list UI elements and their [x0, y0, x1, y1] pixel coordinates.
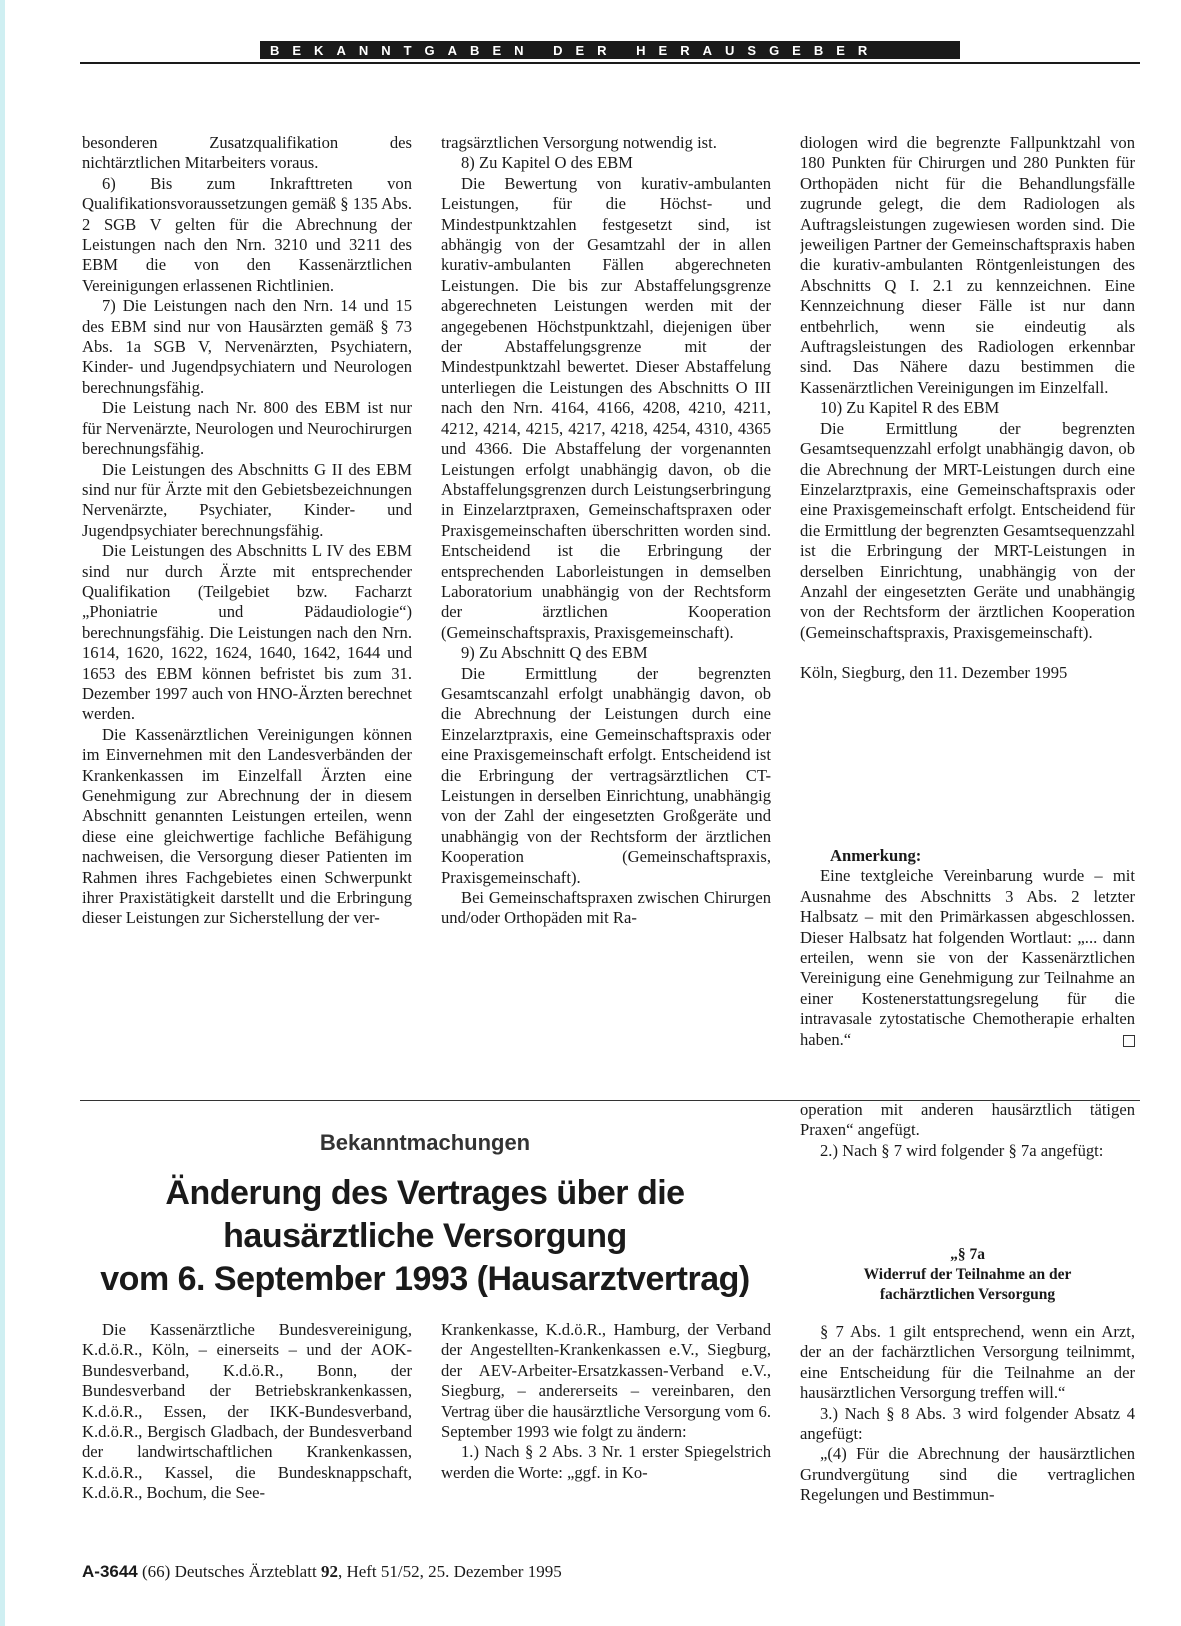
page-number: A-3644 [82, 1562, 138, 1581]
paragraph: „(4) Für die Abrechnung der hausärztlichen Grundvergütung sind die vertraglichen Regelungen und Bestimmun- [800, 1444, 1135, 1505]
paragraph: 7) Die Leistungen nach den Nrn. 14 und 15 des EBM sind nur von Hausärzten gemäß § 73 Abs. 1a SGB V, Nervenärzten, Psychiatern, Kinder- und Jugendpsychiatern und Neurologen berechnungsfähig. [82, 296, 412, 397]
paragraph: 2.) Nach § 7 wird folgender § 7a angefügt: [820, 1140, 1104, 1160]
headline-line: Änderung des Vertrages über die [165, 1174, 685, 1212]
article-column-3-top [800, 1100, 1135, 1240]
paragraph: § 7 Abs. 1 gilt entsprechend, wenn ein Arzt, der an der fachärztlichen Versorgung teilnimmt, eine Entscheidung für die Teilnahme an der hausärztlichen Versorgung treffen will.“ [800, 1322, 1135, 1403]
section-heading: 10) Zu Kapitel R des EBM [820, 398, 1000, 418]
note-heading: Anmerkung: [830, 846, 922, 865]
paragraph: besonderen Zusatzqualifikation des nichtärztlichen Mitarbeiters voraus. [82, 133, 412, 173]
note-text: Eine textgleiche Vereinbarung wurde – mit Ausnahme des Abschnitts 3 Abs. 2 letzter Halbsatz – mit den Primärkassen abgeschlossen. Dieser Halbsatz hat folgenden Wortlaut: „... dann erteilen, wenn sie von der Kassenärztlichen Vereinigung eine Genehmigung zur Teilnahme an einer Kostenerstattungsregelung für die intravasale zytostatische Chemotherapie erhalten haben.“ [800, 866, 1135, 1049]
paragraph: Die Leistungen des Abschnitts L IV des EBM sind nur durch Ärzte mit entsprechender Qualifikation (Teilgebiet bzw. Facharzt „Phoniatrie und Pädaudiologie“) berechnungsfähig. Die Leistungen nach den Nrn. 1614, 1620, 1622, 1624, 1640, 1642, 1644 und 1653 des EBM können befristet bis zum 31. Dezember 1997 auch von HNO-Ärzten berechnet werden. [82, 541, 412, 724]
para-number: „§ 7a [950, 1246, 985, 1263]
page-footer [82, 1562, 562, 1582]
section-header [260, 41, 960, 59]
place-date: Köln, Siegburg, den 11. Dezember 1995 [800, 663, 1068, 683]
header-rule [80, 62, 1140, 64]
paragraph: diologen wird die begrenzte Fallpunktzahl von 180 Punkten für Chirurgen und 280 Punkten für Orthopäden nicht für die Behandlungsfälle zugrunde gelegt, die dem Radiologen als Auftragsleistungen zugewiesen worden sind. Die jeweiligen Partner der Gemeinschaftspraxis haben die kurativ-ambulanten Röntgenleistungen des Abschnitts Q I. 2.1 zu kennzeichnen. Eine Kennzeichnung dieser Fälle ist nur dann entbehrlich, wenn sie eindeutig als Auftragsleistungen des Radiologen erkennbar sind. Das Nähere dazu bestimmen die Kassenärztlichen Vereinigungen im Einzelfall. [800, 133, 1135, 397]
section-heading: 9) Zu Abschnitt Q des EBM [461, 643, 648, 663]
paragraph: operation mit anderen hausärztlich tätigen Praxen“ angefügt. [800, 1100, 1135, 1140]
article-headline [80, 1172, 770, 1301]
paragraph: Die Ermittlung der begrenzten Gesamtsequenzzahl erfolgt unabhängig davon, ob die Abrechnung der MRT-Leistungen durch eine Einzelarztpraxis, eine Gemeinschaftspraxis oder eine Praxisgemeinschaft erfolgt. Entscheidend für die Ermittlung der begrenzten Gesamtsequenzzahl ist die Erbringung der MRT-Leistungen in derselben Einrichtung, unabhängig von der Anzahl der eingesetzten Geräte und unabhängig von der Rechtsform der ärztlichen Kooperation (Gemeinschaftspraxis, Praxisgemeinschaft). [800, 418, 1135, 642]
article-column-3-bottom [800, 1322, 1135, 1532]
upper-column-3 [800, 133, 1135, 813]
paragraph: Die Ermittlung der begrenzten Gesamtscanzahl erfolgt unabhängig davon, ob die Abrechnung der Leistungen durch eine Einzelarztpraxis, eine Gemeinschaftspraxis oder eine Praxisgemeinschaft erfolgt. Entscheidend ist die Erbringung der vertragsärztlichen CT-Leistungen in derselben Einrichtung, unabhängig von der Zahl der eingesetzten Großgeräte und unabhängig von der Rechtsform der ärztlichen Kooperation (Gemeinschaftspraxis, Praxisgemeinschaft). [441, 663, 771, 887]
paragraph: Bei Gemeinschaftspraxen zwischen Chirurgen und/oder Orthopäden mit Ra- [441, 888, 771, 928]
paragraph: tragsärztlichen Versorgung notwendig ist. [441, 133, 717, 152]
issue-info: , Heft 51/52, 25. Dezember 1995 [337, 1562, 562, 1581]
article-kicker: Bekanntmachungen [319, 1130, 531, 1155]
article-column-2 [441, 1320, 771, 1530]
paragraph: 6) Bis zum Inkrafttreten von Qualifikationsvoraussetzungen gemäß § 135 Abs. 2 SGB V gelten für die Abrechnung der Leistungen nach den Nrn. 3210 und 3211 des EBM die von den Kassenärztlichen Vereinigungen erlassenen Richtlinien. [82, 173, 412, 295]
headline-line: vom 6. September 1993 (Hausarztvertrag) [100, 1260, 750, 1298]
upper-column-2 [441, 133, 771, 1093]
paragraph: Die Bewertung von kurativ-ambulanten Leistungen, für die Höchst- und Mindestpunktzahlen festgesetzt sind, ist abhängig von der Gesamtzahl der in allen kurativ-ambulanten Fällen abgerechneten Leistungen. Die bis zur Abstaffelungsgrenze abgerechneten Leistungen werden mit der angegebenen Höchstpunktzahl, diejenigen über der Abstaffelungsgrenze mit der Mindestpunktzahl bewertet. Dieser Abstaffelung unterliegen die Leistungen des Abschnitts O III nach den Nrn. 4164, 4166, 4208, 4210, 4211, 4212, 4214, 4215, 4217, 4218, 4254, 4310, 4365 und 4366. Die Abstaffelung der vorgenannten Leistungen erfolgt unabhängig davon, ob die Abstaffelungsgrenzen durch Leistungserbringung in Einzelarztpraxen, Gemeinschaftspraxen oder Praxisgemeinschaften überschritten worden sind. Entscheidend ist die Erbringung der entsprechenden Laborleistungen in demselben Laboratorium unabhängig von der Rechtsform der ärztlichen Kooperation (Gemeinschaftspraxis, Praxisgemeinschaft). [441, 173, 771, 642]
paragraph: 3.) Nach § 8 Abs. 3 wird folgender Absatz 4 angefügt: [800, 1403, 1135, 1444]
journal-name: (66) Deutsches Ärzteblatt [142, 1562, 317, 1581]
paragraph: Die Leistung nach Nr. 800 des EBM ist nur für Nervenärzte, Neurologen und Neurochirurgen berechnungsfähig. [82, 398, 412, 459]
note-box [800, 846, 1135, 1050]
para-title-line: Widerruf der Teilnahme an der [863, 1266, 1072, 1283]
article-column-1 [82, 1320, 412, 1530]
section-heading: 8) Zu Kapitel O des EBM [461, 153, 633, 173]
upper-column-1 [82, 133, 412, 1093]
volume-number: 92 [320, 1562, 338, 1581]
section-title: BEKANNTGABEN DER HERAUSGEBER [270, 42, 881, 58]
paragraph: Die Leistungen des Abschnitts G II des EBM sind nur für Ärzte mit den Gebietsbezeichnungen Nervenärzte, Psychiater, Kinder- und Jugendpsychiater berechnungsfähig. [82, 459, 412, 540]
paragraph-title [800, 1245, 1135, 1305]
end-mark-icon [1123, 1035, 1135, 1047]
scan-edge [0, 0, 5, 1626]
paragraph: Krankenkasse, K.d.ö.R., Hamburg, der Verband der Angestellten-Krankenkassen e.V., Siegburg, der AEV-Arbeiter-Ersatzkassen-Verband e.V., Siegburg, – andererseits – vereinbaren, den Vertrag über die hausärztliche Versorgung vom 6. September 1993 wie folgt zu ändern: [441, 1320, 771, 1442]
paragraph: 1.) Nach § 2 Abs. 3 Nr. 1 erster Spiegelstrich werden die Worte: „ggf. in Ko- [441, 1442, 771, 1482]
headline-line: hausärztliche Versorgung [223, 1217, 627, 1255]
paragraph: Die Kassenärztliche Bundesvereinigung, K.d.ö.R., Köln, – einerseits – und der AOK-Bundesverband, K.d.ö.R., Bonn, der Bundesverband der Betriebskrankenkassen, K.d.ö.R., Essen, der IKK-Bundesverband, K.d.ö.R., Bergisch Gladbach, der Bundesverband der landwirtschaftlichen Krankenkassen, K.d.ö.R., Kassel, die Bundesknappschaft, K.d.ö.R., Bochum, die See- [82, 1320, 412, 1503]
paragraph: Die Kassenärztlichen Vereinigungen können im Einvernehmen mit den Landesverbänden der Krankenkassen im Einzelfall Ärzten eine Genehmigung zur Abrechnung der in diesem Abschnitt genannten Leistungen erteilen, wenn diese eine gleichwertige fachliche Befähigung nachweisen, die Versorgung dieser Patienten im Rahmen ihres Fachgebietes einen Schwerpunkt ihrer Praxistätigkeit darstellt und die Erbringung dieser Leistungen zur Sicherstellung der ver- [82, 724, 412, 928]
para-title-line: fachärztlichen Versorgung [879, 1286, 1056, 1303]
